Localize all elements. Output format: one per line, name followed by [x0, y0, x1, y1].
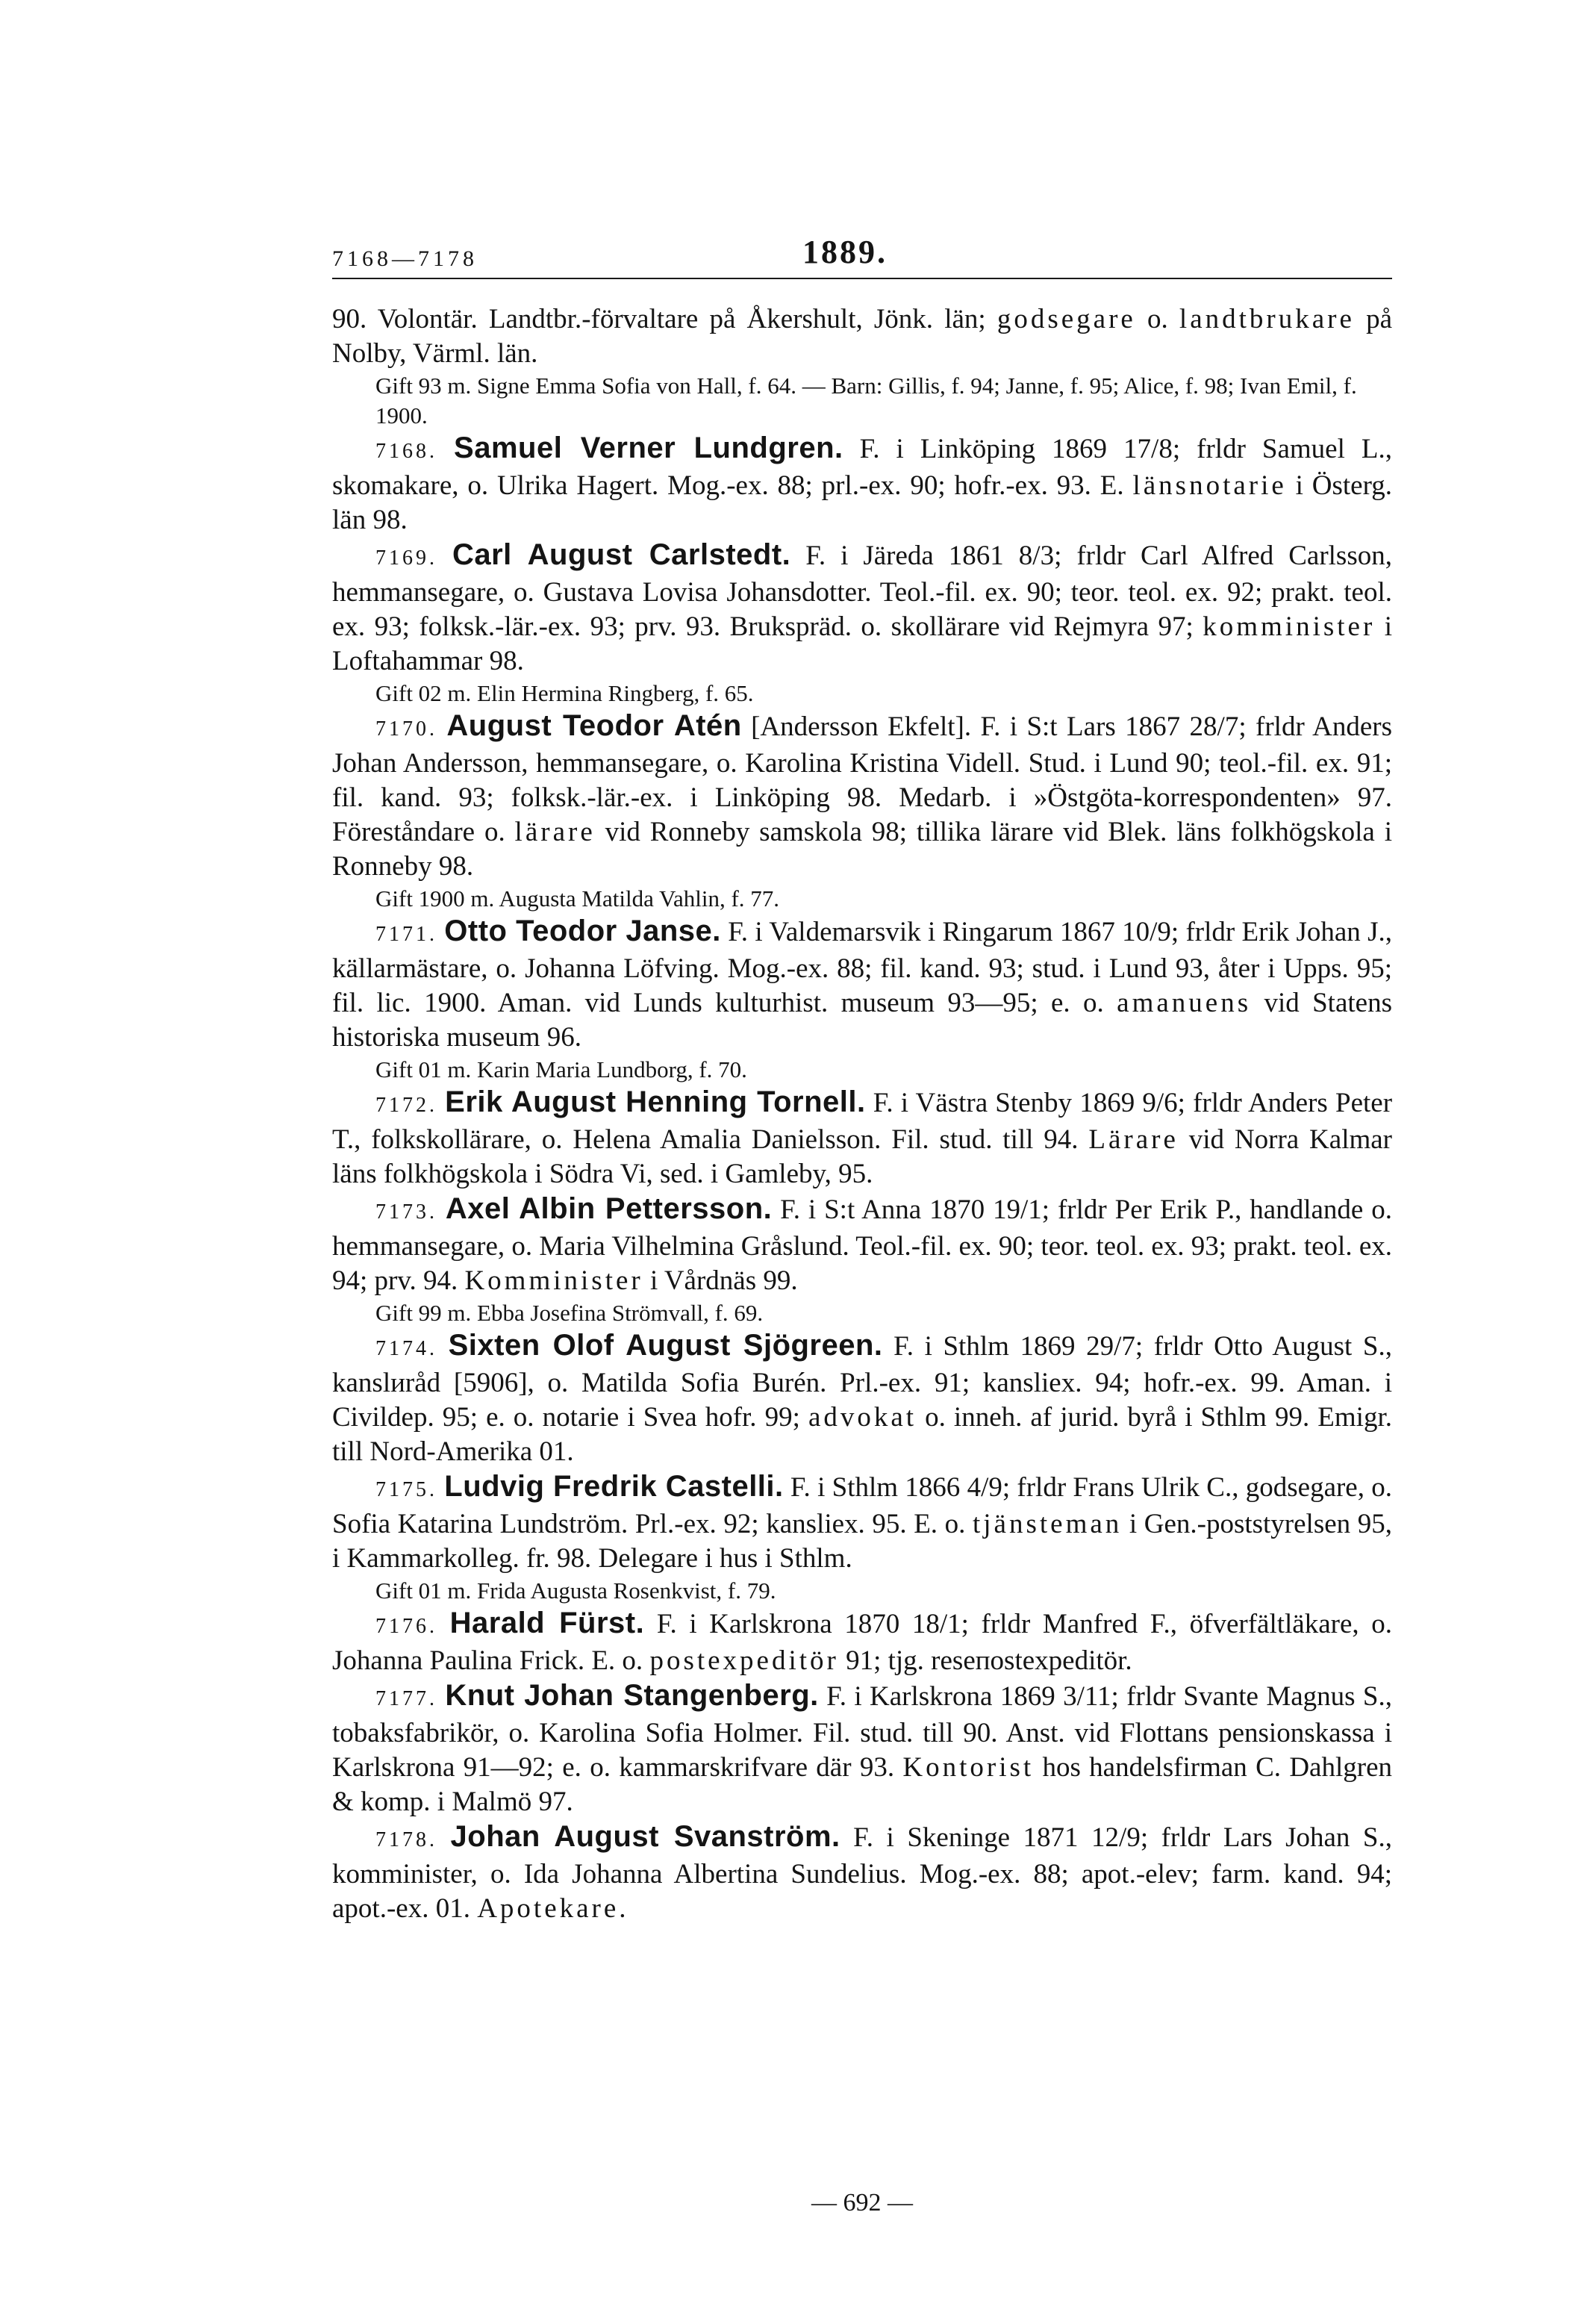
entry-occupation: postexpeditör: [649, 1645, 839, 1676]
entry-name: August Teodor Atén: [446, 709, 742, 742]
entry-occupation: länsnotarie: [1132, 470, 1287, 501]
entry-7174: 7174. Sixten Olof August Sjögreen. F. i Sthlm 1869 29/7; frldr Otto August S., kanslиråd [5906], o. Matilda Sofia Burén. Prl.-ex. 91; kansliex. 94; hofr.-ex. 99. Aman. i Civildep. 95; e. o. notarie i Svea hofr. 99; advokat o. inneh. af jurid. byrå i Sthlm 99. Emigr. till Nord-Amerika 01.: [332, 1329, 1392, 1467]
entry-occupation: komminister: [1203, 611, 1376, 642]
entry-marriage: Gift 99 m. Ebba Josefina Strömvall, f. 69.: [375, 1300, 764, 1326]
entry-number: 7176.: [375, 1615, 437, 1638]
entry-occupation: Kontorist: [902, 1752, 1035, 1783]
entry-occupation: Komminister: [464, 1265, 643, 1296]
entry-number: 7169.: [375, 546, 437, 570]
entry-name: Ludvig Fredrik Castelli.: [444, 1470, 784, 1503]
entry-7177: 7177. Knut Johan Stangenberg. F. i Karlskrona 1869 3/11; frldr Svante Magnus S., tobaksfabrikör, o. Karolina Sofia Holmer. Fil. stud. till 90. Anst. vid Flottans pensionskassa i Karlskrona 91—92; e. o. kammarskrifvare där 93. Kontorist hos handelsfirman C. Dahlgren & komp. i Malmö 97.: [332, 1679, 1392, 1817]
entry-number: 7168.: [375, 440, 437, 463]
entry-number: 7178.: [375, 1828, 437, 1851]
entry-7176: 7176. Harald Fürst. F. i Karlskrona 1870 18/1; frldr Manfred F., öfverfältläkare, o. Johanna Paulina Frick. E. o. postexpeditör 91; tjg. reseпostexpeditör.: [332, 1607, 1393, 1676]
entry-name: Otto Teodor Janse.: [444, 915, 721, 947]
entry-occupation: Lärare: [1088, 1124, 1179, 1155]
entry-occupation: amanuens: [1117, 988, 1252, 1018]
entry-7175: 7175. Ludvig Fredrik Castelli. F. i Sthlm 1866 4/9; frldr Frans Ulrik C., godsegare, o. Sofia Katarina Lundström. Prl.-ex. 92; kansliex. 95. E. o. tjänsteman i Gen.-poststyrelsen 95, i Kammarkolleg. fr. 98. Delegare i hus i Sthlm.: [332, 1470, 1393, 1574]
entry-marriage: Gift 02 m. Elin Hermina Ringberg, f. 65.: [375, 680, 754, 706]
entry-marriage: Gift 01 m. Frida Augusta Rosenkvist, f. 79.: [375, 1577, 776, 1604]
entry-7172: 7172. Erik August Henning Tornell. F. i Västra Stenby 1869 9/6; frldr Anders Peter T., folkskollärare, o. Helena Amalia Danielsson. Fil. stud. till 94. Lärare vid Norra Kalmar läns folkhögskola i Södra Vi, sed. i Gamleby, 95.: [332, 1085, 1393, 1189]
entry-7168: 7168. Samuel Verner Lundgren. F. i Linköping 1869 17/8; frldr Samuel L., skomakare, o. Ulrika Hagert. Mog.-ex. 88; prl.-ex. 90; hofr.-ex. 93. E. länsnotarie i Österg. län 98.: [332, 432, 1393, 535]
entry-occupation: advokat: [808, 1402, 917, 1433]
entry-name: Axel Albin Pettersson.: [445, 1192, 773, 1225]
page-year: 1889.: [802, 234, 888, 270]
entry-range: 7168—7178: [332, 246, 478, 271]
entry-7171: 7171. Otto Teodor Janse. F. i Valdemarsvik i Ringarum 1867 10/9; frldr Erik Johan J., källarmästare, o. Johanna Löfving. Mog.-ex. 88; fil. kand. 93; stud. i Lund 93, åter i Upps. 95; fil. lic. 1900. Aman. vid Lunds kulturhist. museum 93—95; e. o. amanuens vid Statens historiska museum 96.: [332, 915, 1392, 1053]
continuation-marriage: Gift 93 m. Signe Emma Sofia von Hall, f. 64. — Barn: Gillis, f. 94; Janne, f. 95; Alice, f. 98; Ivan Emil, f. 1900.: [375, 373, 1357, 429]
entry-name: Sixten Olof August Sjögreen.: [448, 1329, 883, 1362]
entry-7169: 7169. Carl August Carlstedt. F. i Järeda 1861 8/3; frldr Carl Alfred Carlsson, hemmansegare, o. Gustava Lovisa Johansdotter. Teol.-fil. ex. 90; teor. teol. ex. 92; prakt. teol. ex. 93; folksk.-lär.-ex. 93; prv. 93. Brukspräd. o. skollärare vid Rejmyra 97; komminister i Loftahammar 98.: [332, 538, 1393, 676]
header-rule: [332, 278, 1392, 279]
entry-7178: 7178. Johan August Svanström. F. i Skeninge 1871 12/9; frldr Lars Johan S., komminister, o. Ida Johanna Albertina Sundelius. Mog.-ex. 88; apot.-elev; farm. kand. 94; apot.-ex. 01. Apotekare.: [332, 1820, 1393, 1924]
entry-7170: 7170. August Teodor Atén [Andersson Ekfelt]. F. i S:t Lars 1867 28/7; frldr Anders Johan Andersson, hemmansegare, o. Karolina Kristina Videll. Stud. i Lund 90; teol.-fil. ex. 91; fil. kand. 93; folksk.-lär.-ex. i Linköping 98. Medarb. i »Östgöta-korrespondenten» 97. Föreståndare o. lärare vid Ronneby samskola 98; tillika lärare vid Blek. läns folkhögskola i Ronneby 98.: [332, 709, 1392, 882]
entry-number: 7177.: [375, 1687, 437, 1710]
entry-number: 7171.: [375, 923, 437, 946]
entry-7173: 7173. Axel Albin Pettersson. F. i S:t Anna 1870 19/1; frldr Per Erik P., handlande o. hemmansegare, o. Maria Vilhelmina Gråslund. Teol.-fil. ex. 90; teor. teol. ex. 93; prakt. teol. ex. 94; prv. 94. Komminister i Vårdnäs 99.: [332, 1192, 1393, 1296]
entry-number: 7172.: [375, 1094, 437, 1117]
entry-name: Samuel Verner Lundgren.: [454, 432, 843, 464]
entry-occupation: Apotekare.: [477, 1893, 629, 1924]
entry-name: Knut Johan Stangenberg.: [445, 1679, 819, 1712]
text-column: [332, 302, 1392, 1926]
entry-number: 7175.: [375, 1478, 437, 1501]
entry-name: Johan August Svanström.: [450, 1820, 840, 1853]
entry-occupation: tjänsteman: [972, 1509, 1123, 1539]
entry-number: 7173.: [375, 1200, 437, 1224]
entry-name: Carl August Carlstedt.: [452, 538, 791, 571]
entry-occupation: lärare: [514, 817, 596, 847]
entry-marriage: Gift 1900 m. Augusta Matilda Vahlin, f. 77.: [375, 885, 780, 912]
entry-number: 7170.: [375, 717, 437, 741]
entry-marriage: Gift 01 m. Karin Maria Lundborg, f. 70.: [375, 1056, 747, 1082]
entry-name: Harald Fürst.: [449, 1607, 645, 1639]
continuation-entry: 90. Volontär. Landtbr.-förvaltare på Åkershult, Jönk. län; godsegare o. landtbrukare på Nolby, Värml. län.: [332, 304, 1392, 369]
page-number: — 692 —: [811, 2189, 913, 2216]
running-head: [332, 233, 1392, 278]
entry-name: Erik August Henning Tornell.: [445, 1085, 866, 1118]
entry-number: 7174.: [375, 1337, 437, 1360]
